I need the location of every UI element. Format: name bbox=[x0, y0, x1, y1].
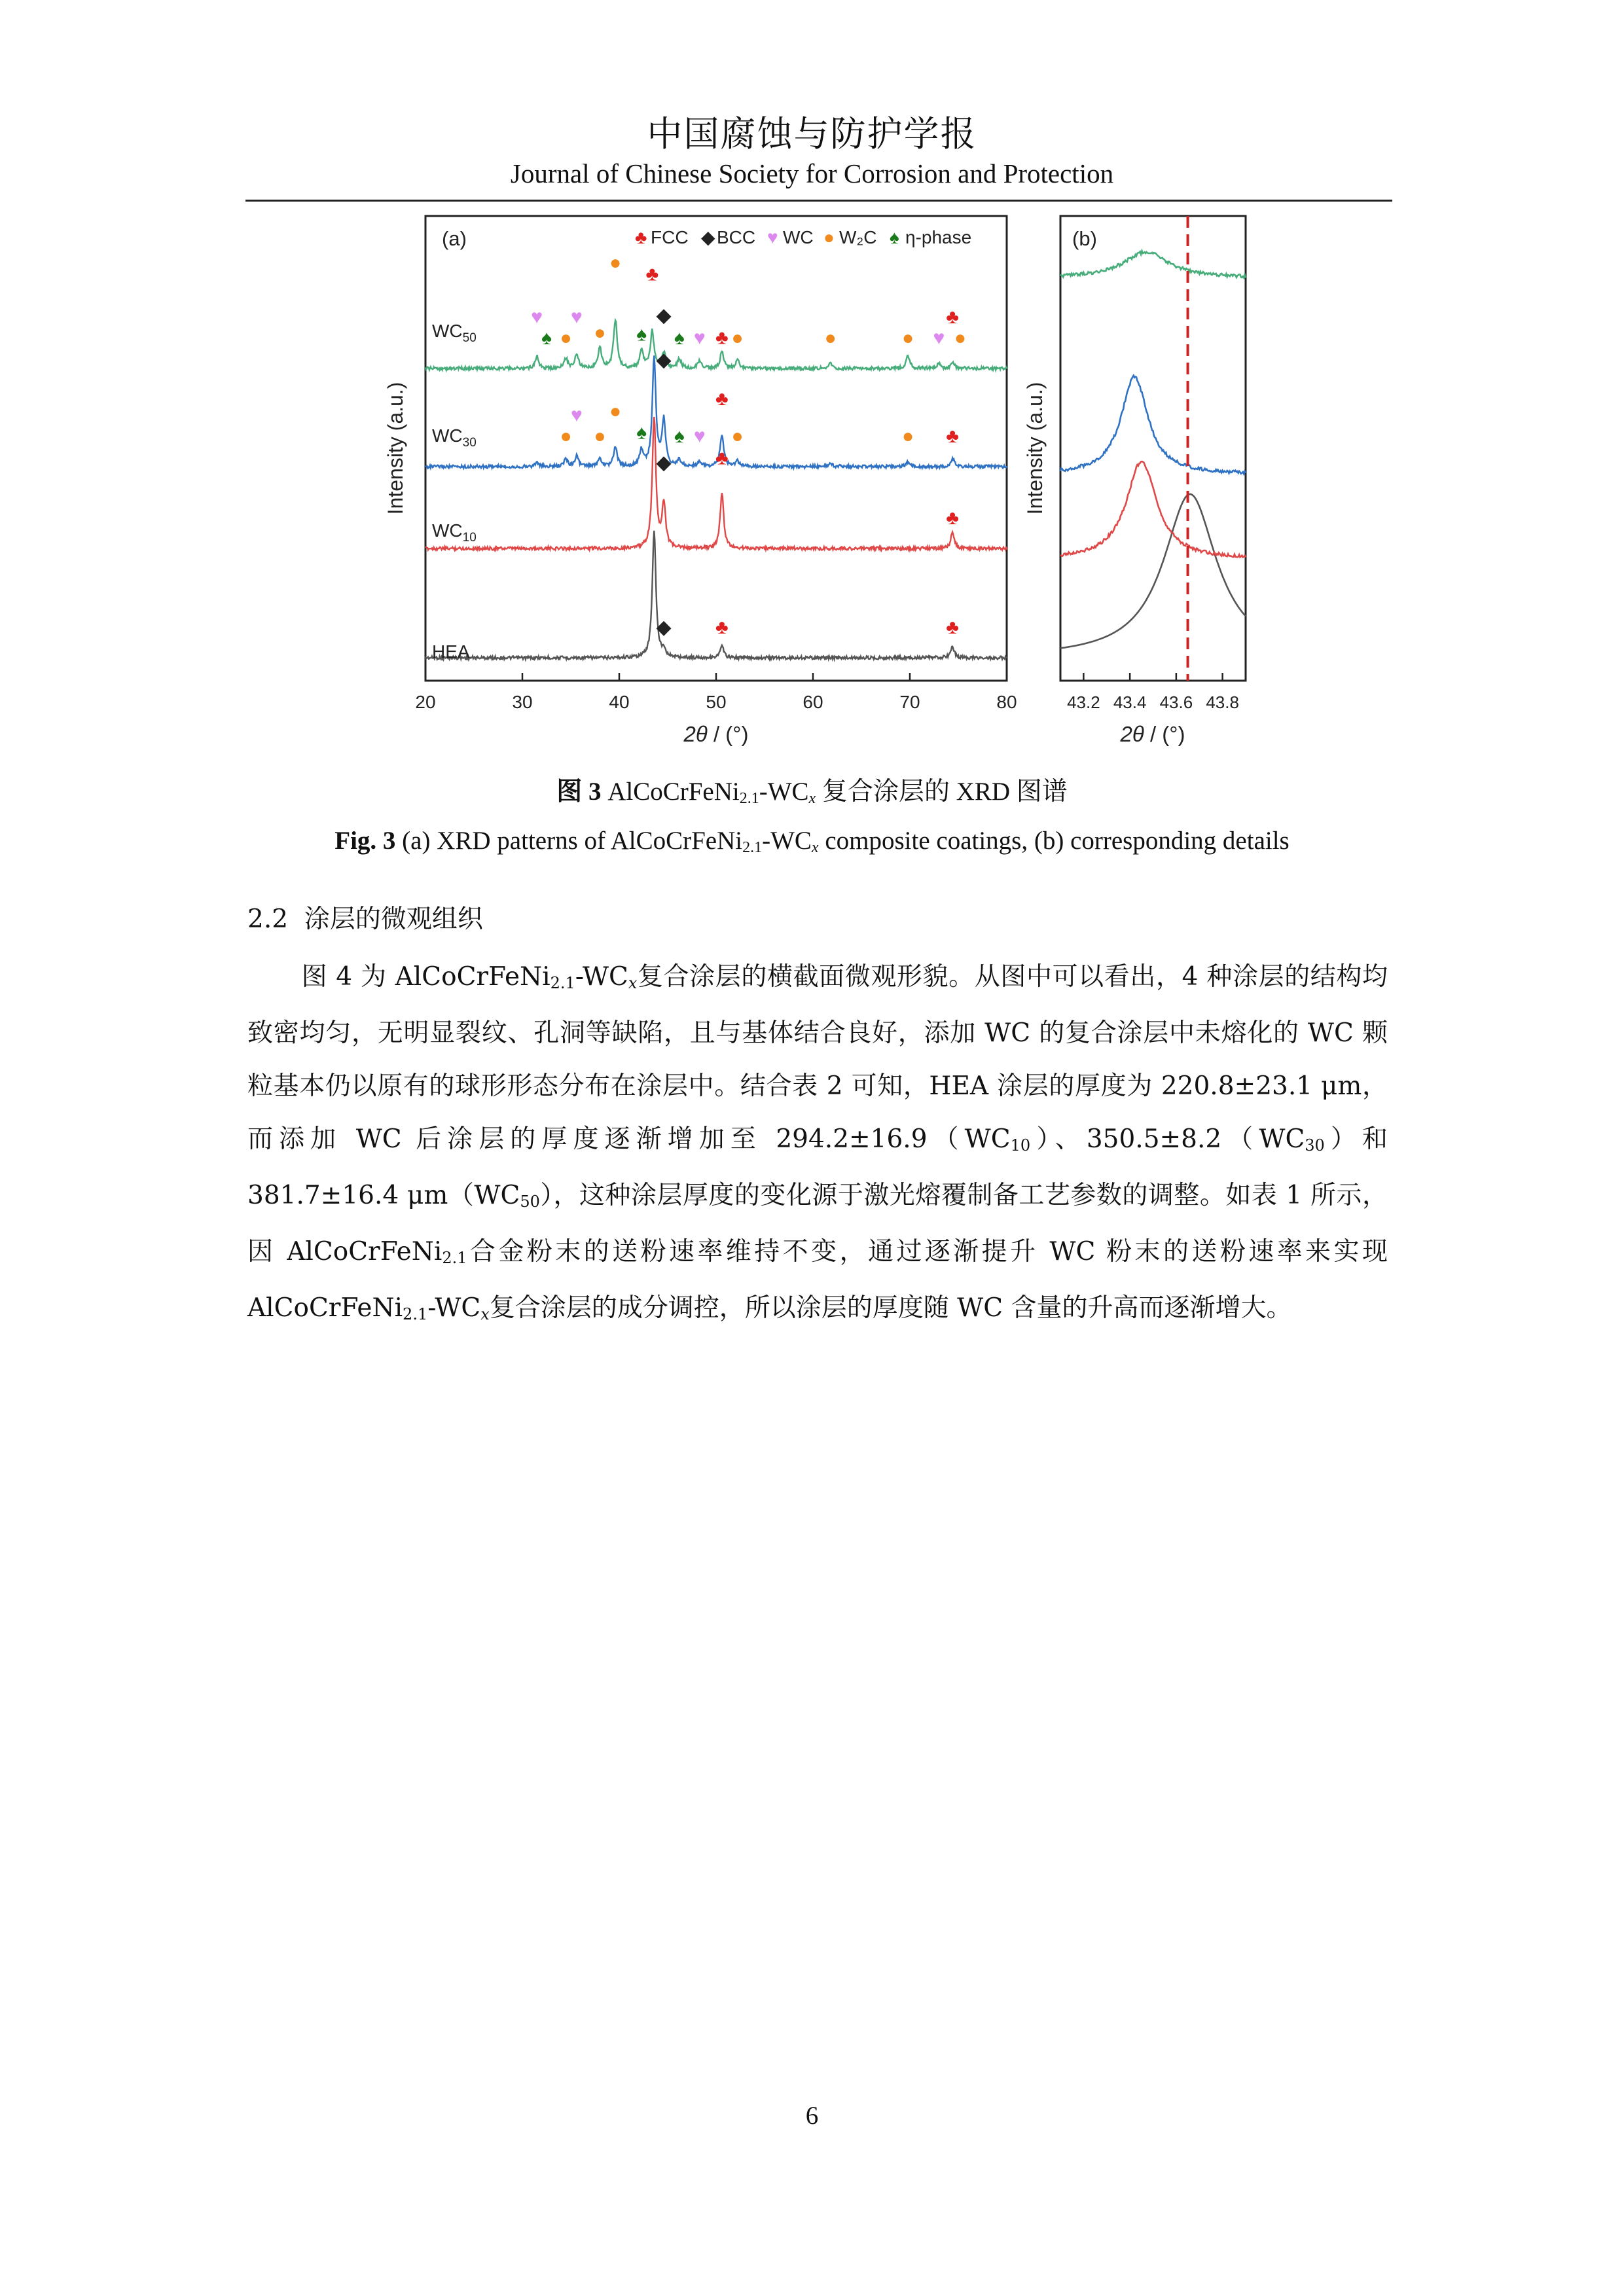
phase-marker: ● bbox=[901, 327, 914, 349]
series-label-wc50 bbox=[432, 321, 477, 345]
caption-cn-rest: 复合涂层的 XRD 图谱 bbox=[821, 778, 1068, 806]
panel-a-xlabel bbox=[683, 722, 749, 746]
para-text-9: 复合涂层的成分调控，所以涂层的厚度随 WC 含量的升高而逐渐增大。 bbox=[489, 1293, 1292, 1323]
figure-caption-en bbox=[0, 826, 1624, 855]
panel-b bbox=[1023, 216, 1246, 746]
phase-marker: ♥ bbox=[570, 306, 583, 328]
series-label-sub: 50 bbox=[462, 331, 477, 345]
panel-b-xlabel-theta: 2θ bbox=[1120, 722, 1144, 746]
phase-marker: ● bbox=[594, 321, 606, 344]
para-text-3: 复合涂层的横截面微观形貌。从图中可以看出，4 种涂层的结构均致密均匀，无明显裂纹、孔洞等缺陷，且与基体结合良好，添加 WC 的复合涂层中未熔化的 WC 颗粒基本仍以原有的球形形态分布在涂层中。结合表 2 可知，HEA 涂层的厚度为 220.8±23.1 μm，而添加 WC 后涂层的厚度逐渐增加至 294.2±16.9（WC bbox=[247, 962, 1388, 1154]
journal-title-cn: 中国腐蚀与防护学报 bbox=[647, 113, 977, 154]
legend-label: W₂C bbox=[839, 227, 877, 247]
phase-marker: ◆ bbox=[656, 617, 672, 638]
caption-cn-prefix: 图 3 bbox=[556, 778, 602, 806]
legend-item bbox=[701, 227, 755, 247]
series-label-sub: 30 bbox=[462, 436, 477, 450]
phase-marker: ♥ bbox=[693, 327, 706, 349]
phase-marker: ● bbox=[824, 327, 837, 349]
phase-marker: ♠ bbox=[674, 425, 685, 447]
panel-a bbox=[384, 216, 1017, 746]
phase-marker: ♣ bbox=[715, 387, 729, 410]
legend-label: FCC bbox=[651, 227, 689, 247]
para-x-1: x bbox=[628, 974, 638, 992]
x-tick-label: 43.6 bbox=[1159, 692, 1193, 712]
panel-b-label: (b) bbox=[1072, 227, 1097, 250]
para-sub-5: 2.1 bbox=[442, 1249, 467, 1267]
series-label-text: WC bbox=[432, 321, 463, 341]
phase-marker: ● bbox=[731, 425, 744, 447]
panel-a-label: (a) bbox=[442, 227, 467, 250]
legend-item bbox=[767, 227, 814, 247]
panel-a-ylabel: Intensity (a.u.) bbox=[384, 382, 407, 515]
caption-en-x: x bbox=[811, 839, 819, 856]
series-label-wc10 bbox=[432, 520, 477, 545]
phase-marker: ● bbox=[560, 327, 572, 349]
panel-a-xlabel-unit: / (°) bbox=[707, 722, 749, 746]
caption-en-subscript: 2.1 bbox=[742, 839, 763, 856]
series-label-text: WC bbox=[432, 425, 463, 446]
para-x-2: x bbox=[480, 1305, 490, 1323]
series-label-wc30 bbox=[432, 425, 477, 450]
xrd-figure bbox=[380, 206, 1257, 756]
para-text-4: ）、350.5±8.2（WC bbox=[1030, 1124, 1305, 1154]
caption-en-text-b: -WC bbox=[762, 827, 812, 855]
legend-symbol: ♠ bbox=[890, 227, 899, 247]
panel-a-legend bbox=[635, 227, 971, 247]
panel-a-x-ticks bbox=[415, 673, 1017, 712]
phase-marker: ♣ bbox=[715, 327, 729, 349]
caption-cn-x: x bbox=[808, 790, 816, 807]
phase-marker: ● bbox=[560, 425, 572, 447]
para-sub-4: 50 bbox=[520, 1193, 540, 1211]
phase-marker: ♣ bbox=[946, 507, 959, 529]
x-tick-label: 30 bbox=[512, 692, 533, 712]
x-tick-label: 43.8 bbox=[1206, 692, 1239, 712]
legend-label: η-phase bbox=[905, 227, 972, 247]
phase-marker: ◆ bbox=[656, 452, 672, 474]
phase-marker: ♠ bbox=[541, 327, 552, 349]
phase-marker: ♠ bbox=[674, 327, 685, 349]
phase-marker: ◆ bbox=[656, 349, 672, 371]
page-number: 6 bbox=[805, 2102, 819, 2130]
caption-cn-formula: AlCoCrFeNi bbox=[607, 778, 740, 806]
x-tick-label: 40 bbox=[609, 692, 630, 712]
para-sub-6: 2.1 bbox=[403, 1305, 428, 1323]
series-label-sub: 10 bbox=[462, 531, 477, 545]
legend-symbol: ● bbox=[823, 227, 835, 247]
x-tick-label: 43.2 bbox=[1067, 692, 1100, 712]
section-title: 涂层的微观组织 bbox=[304, 905, 483, 934]
para-sub-1: 2.1 bbox=[550, 974, 575, 992]
series-label-text: WC bbox=[432, 520, 463, 541]
x-tick-label: 80 bbox=[996, 692, 1017, 712]
detail-line-wc30 bbox=[1060, 376, 1246, 474]
series-label-hea bbox=[432, 641, 470, 662]
legend-label: WC bbox=[783, 227, 814, 247]
phase-marker: ● bbox=[594, 425, 606, 447]
phase-marker: ♥ bbox=[693, 425, 706, 447]
panel-a-phase-markers bbox=[531, 252, 966, 638]
phase-marker: ◆ bbox=[656, 304, 672, 327]
para-text-1: 图 4 为 AlCoCrFeNi bbox=[301, 962, 550, 992]
x-tick-label: 60 bbox=[803, 692, 823, 712]
legend-label: BCC bbox=[717, 227, 756, 247]
series-label-text: HEA bbox=[432, 641, 470, 662]
detail-line-wc10 bbox=[1060, 461, 1246, 557]
phase-marker: ● bbox=[731, 327, 744, 349]
legend-item bbox=[635, 227, 689, 247]
panel-b-ylabel: Intensity (a.u.) bbox=[1023, 382, 1047, 515]
phase-marker: ● bbox=[609, 401, 622, 423]
phase-marker: ♥ bbox=[570, 404, 583, 426]
panel-b-frame bbox=[1060, 216, 1246, 681]
caption-en-text-c: composite coatings, (b) corresponding details bbox=[825, 827, 1290, 855]
journal-title-en: Journal of Chinese Society for Corrosion and Protection bbox=[510, 158, 1114, 188]
para-text-2: -WC bbox=[575, 962, 628, 992]
panel-b-series bbox=[1060, 251, 1246, 649]
para-text-8: -WC bbox=[427, 1293, 481, 1323]
para-sub-3: 30 bbox=[1305, 1136, 1325, 1155]
journal-header bbox=[0, 111, 1624, 190]
header-rule bbox=[245, 200, 1392, 202]
x-tick-label: 20 bbox=[415, 692, 436, 712]
panel-a-series bbox=[425, 320, 1007, 662]
phase-marker: ♣ bbox=[715, 447, 729, 469]
caption-en-prefix: Fig. 3 bbox=[334, 827, 396, 855]
phase-marker: ♠ bbox=[636, 323, 647, 346]
phase-marker: ● bbox=[954, 327, 967, 349]
para-text-5: ）和 381.7±16.4 μm（WC bbox=[247, 1124, 1388, 1210]
body-paragraph bbox=[247, 950, 1388, 1338]
panel-b-x-ticks bbox=[1067, 673, 1239, 712]
legend-symbol: ◆ bbox=[701, 227, 715, 247]
phase-marker: ● bbox=[901, 425, 914, 447]
para-text-6: ），这种涂层厚度的变化源于激光熔覆制备工艺参数的调整。如表 1 所示，因 AlCoCrFeNi bbox=[247, 1181, 1388, 1266]
figure-caption-cn bbox=[0, 771, 1624, 808]
phase-marker: ♣ bbox=[946, 425, 959, 447]
detail-line-wc50 bbox=[1060, 251, 1246, 278]
legend-symbol: ♥ bbox=[767, 227, 778, 247]
panel-b-xlabel bbox=[1120, 722, 1185, 746]
phase-marker: ♠ bbox=[636, 422, 647, 444]
legend-symbol: ♣ bbox=[635, 227, 647, 247]
phase-marker: ♣ bbox=[715, 617, 729, 638]
phase-marker: ♣ bbox=[946, 306, 959, 328]
panel-a-xlabel-theta: 2θ bbox=[683, 722, 708, 746]
section-heading bbox=[247, 899, 483, 935]
phase-marker: ♥ bbox=[531, 306, 543, 328]
caption-en-text-a: (a) XRD patterns of AlCoCrFeNi bbox=[402, 827, 743, 855]
series-line-wc10 bbox=[425, 417, 1007, 550]
phase-marker: ● bbox=[609, 251, 622, 274]
panel-b-xlabel-unit: / (°) bbox=[1144, 722, 1185, 746]
x-tick-label: 70 bbox=[899, 692, 920, 712]
section-number: 2.2 bbox=[247, 905, 289, 934]
detail-line-hea bbox=[1060, 494, 1246, 648]
legend-item bbox=[890, 227, 971, 247]
phase-marker: ♣ bbox=[946, 617, 959, 638]
phase-marker: ♣ bbox=[645, 263, 659, 285]
x-tick-label: 50 bbox=[706, 692, 727, 712]
para-sub-2: 10 bbox=[1010, 1136, 1031, 1155]
legend-item bbox=[823, 227, 877, 247]
caption-cn-subscript: 2.1 bbox=[739, 790, 759, 807]
x-tick-label: 43.4 bbox=[1113, 692, 1147, 712]
phase-marker: ♥ bbox=[933, 327, 945, 349]
caption-cn-formula-b: -WC bbox=[759, 778, 809, 806]
para-text-7: 合金粉末的送粉速率维持不变，通过逐渐提升 WC 粉末的送粉速率来实现 AlCoCrFeNi bbox=[247, 1237, 1388, 1323]
